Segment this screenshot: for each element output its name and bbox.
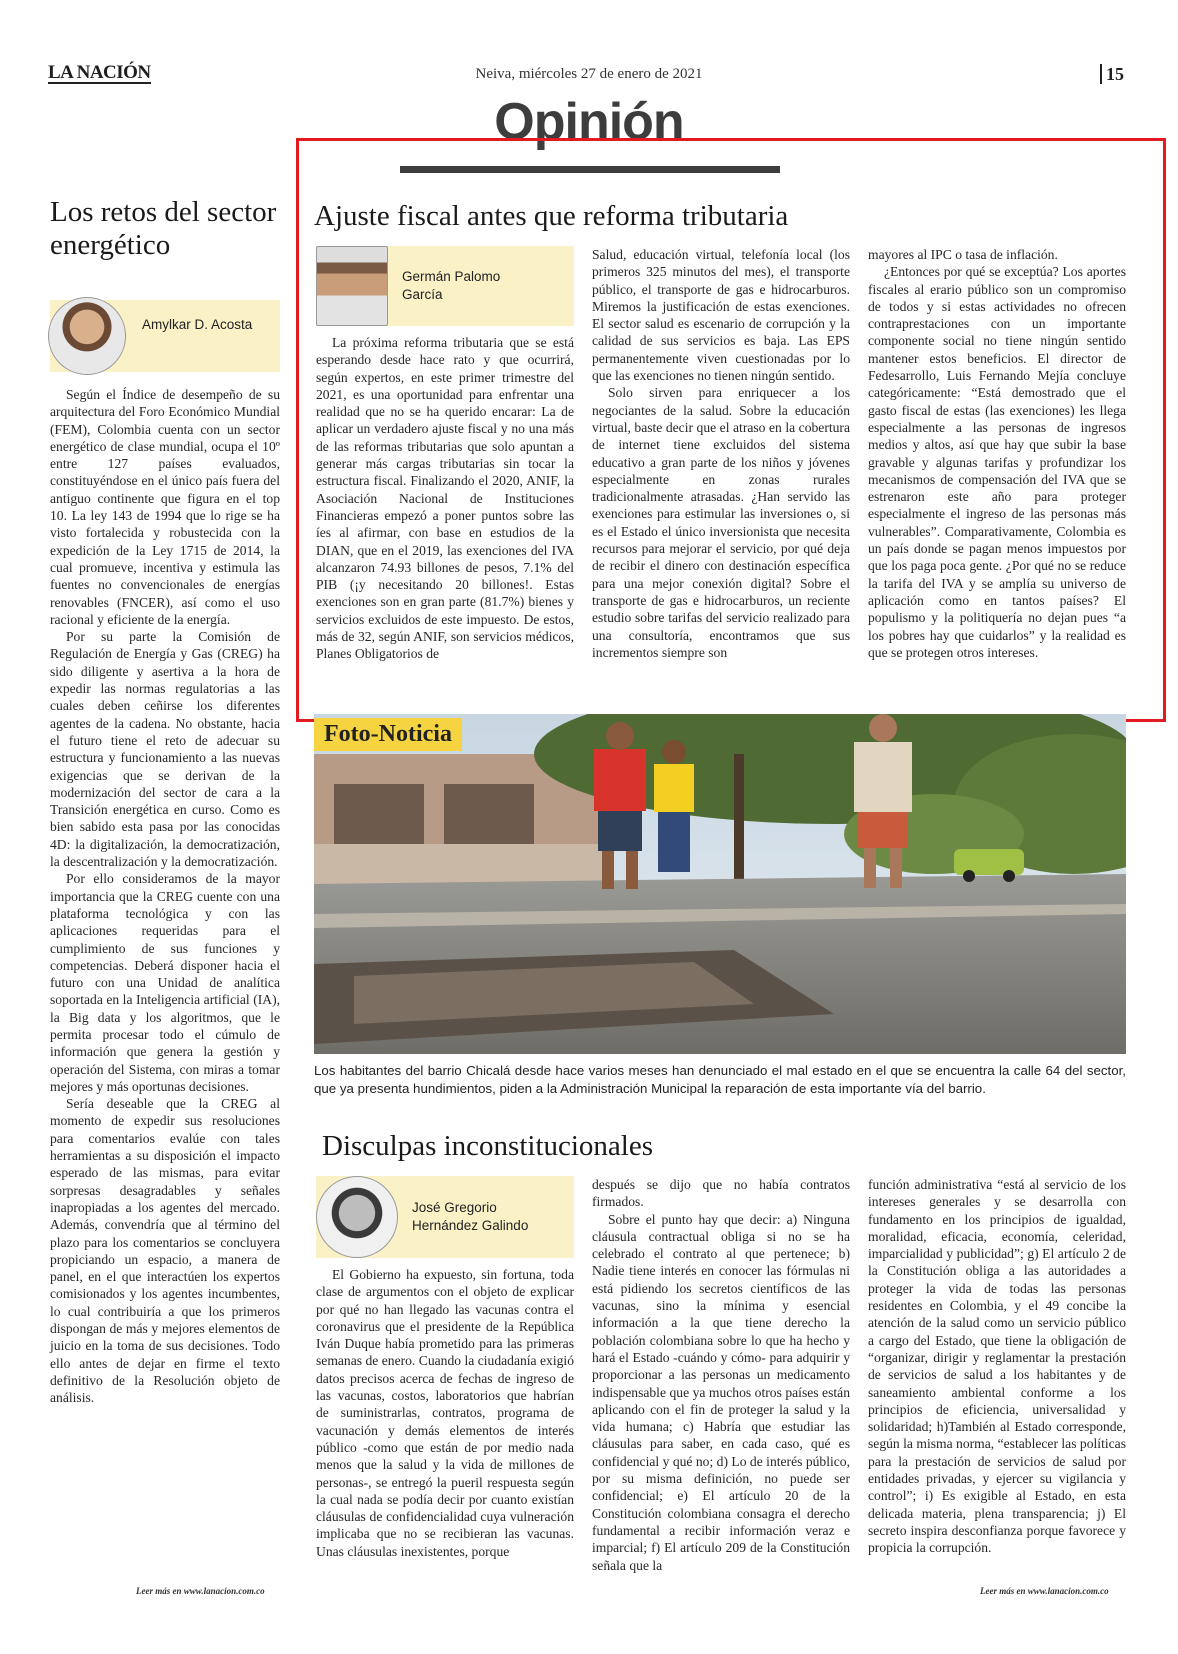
second-article-col-1 [316,1266,574,1560]
author-photo [48,297,126,375]
second-article-col-2 [592,1176,850,1574]
paragraph: Sobre el punto hay que decir: a) Ninguna cláusula contractual obliga si no se ha celebrado el contrato al que pertenece; b) Nadie tiene interés en conocer las fórmulas ni está pidiendo los secretos científicos de las vacunas, sino la mínima y esencial información a la que tiene derecho la población colombiana sobre lo que ha hecho y hará el Estado -cuándo y cómo- para adquirir y proporcionar a las personas un medicamento indispensable que ya muchos otros países están aplicando con el fin de proteger la salud y la vida humana; c) Habría que estudiar las cláusulas para saber, en cada caso, qué es confidencial y qué no; d) Lo de interés público, por su misma definición, no puede ser confidencial; e) El artículo 20 de la Constitución colombiana consagra el derecho fundamental a recibir información veraz e imparcial; f) El artículo 209 de la Constitución señala que la [592,1211,850,1573]
paragraph: Salud, educación virtual, telefonía local (los primeros 325 minutos del mes), el transporte público, el transporte de gas e hidrocarburos. Miremos la justificación de estas exenciones. El sector salud es escenario de corrupción y la calidad de sus servicios es baja. Las EPS permanentemente viven cuestionadas por lo que las exenciones no tienen ningún sentido. [592,247,850,384]
masthead: LA NACIÓN [48,62,151,83]
left-article-body [50,386,280,1407]
foto-noticia-tag: Foto-Noticia [314,718,462,751]
second-article-col-3 [868,1176,1126,1557]
left-read-more: Leer más en www.lanacion.com.co [136,1586,265,1596]
left-author-box [50,300,280,372]
main-article-title: Ajuste fiscal antes que reforma tributaria [314,200,789,232]
paragraph: ¿Entonces por qué se exceptúa? Los aportes fiscales al erario público son un compromiso de todos y si estas actividades no ofrecen contraprestaciones con un importante componente social no tiene ningún sentido mantener estos beneficios. El director de Fedesarrollo, Luis Fernando Mejía concluye categóricamente: “Está demostrado que el gasto fiscal de estas (las exenciones) les llega especialmente a las personas de ingresos medios y altos, así que hay que subir la base gravable y algunas tarifas y profundizar los mecanismos de compensación del IVA que se estrenaron este año para proteger especialmente el ingreso de las personas más vulnerables”. Comparativamente, Colombia es un país donde se pagan menos impuestos por que los paga poca gente. ¿Por qué no se reduce la tarifa del IVA y se amplía su universo de aplicación como en tantos países? El populismo y la politiquería no dejan pues “a los pobres hay que cuidarlos” y la realidad es que se protegen otros intereses. [868,264,1126,660]
main-author-box [316,246,574,326]
author-photo [316,1176,398,1258]
main-article-col-1 [316,334,574,663]
main-article-col-2 [592,246,850,661]
paragraph: Por ello consideramos de la mayor importancia que la CREG cuente con una plataforma tecnológica y con las aplicaciones requeridas para el cumplimiento de sus funciones y competencias. Deberá disponer hacia el futuro con una Unidad de analítica soportada en la Inteligencia artificial (IA), la Big data y los algoritmos, que le permita procesar todo el cúmulo de información que genera la gestión y operación del Sistema, con miras a tomar mejores y más oportunas decisiones. [50,871,280,1094]
photo-caption: Los habitantes del barrio Chicalá desde hace varios meses han denunciado el mal estado en el que se encuentra la calle 64 del sector, que ya presenta hundimientos, piden a la Administración Municipal la reparación de esta importante vía del barrio. [314,1063,1126,1096]
paragraph: función administrativa “está al servicio de los intereses generales y se desarrolla con fundamento en los principios de igualdad, moralidad, eficacia, economía, celeridad, imparcialidad y publicidad”; g) El artículo 2 de la Constitución obliga a las autoridades a proteger la vida de todas las personas residentes en Colombia, y el 49 concibe la atención de la salud como un servicio público a cargo del Estado, que tiene la obligación de “organizar, dirigir y reglamentar la prestación de servicios de salud a los habitantes y de saneamiento ambiental conforme a los principios de eficiencia, universalidad y solidaridad; h)También al Estado corresponde, según la misma norma, “establecer las políticas para la prestación de servicios de salud por entidades privadas, y ejercer su vigilancia y control”; i) Es exigible al Estado, en esta delicada materia, plena transparencia; j) El secreto inspira desconfianza porque favorece y propicia la corrupción. [868,1177,1126,1556]
section-title: Opinión [494,93,684,151]
street-scene-image [314,714,1126,1054]
paragraph: Por su parte la Comisión de Regulación de Energía y Gas (CREG) ha sido diligente y asertiva a la hora de expedir las normas regulatorias a las cuales deben ceñirse los diferentes agentes de la cadena. No obstante, hacia el futuro tiene el reto de adecuar su estructura y funcionamiento a las nuevas exigencias que se derivan de la modernización del sector de cara a la Transición energética en curso. Como es bien sabido esta pasa por las conocidas 4D: la digitalización, la democratización, la descentralización y la democratización. [50,629,280,870]
news-photo [314,714,1126,1054]
paragraph: Solo sirven para enriquecer a los negociantes de la salud. Sobre la educación virtual, baste decir que el atraso en la cobertura de internet tiene excluidos del sistema educativo a gran parte de los niños y jóvenes especialmente en zonas rurales tradicionalmente atrasadas. ¿Han servido las exenciones para estimular las inversiones o, si es el Estado el único inversionista que necesita recursos para mejorar el servicio, por qué deja de recibir el dinero con destinación específica para una mejor conexión digital? Sobre el transporte de gas e hidrocarburos, un reciente estudio sobre tarifas del servicio realizado para una consultoría, encontramos que sus incrementos siempre son [592,385,850,660]
paragraph: Sería deseable que la CREG al momento de expedir sus resoluciones para comentarios evalúe con tales herramientas a su disposición el impacto esperado de las mismas, para evitar sorpresas desagradables y señales inapropiadas a los agentes del mercado. Además, convendría que al término del plazo para los comentarios se concluyera propiciando un espacio, a manera de panel, en el que interactúen los expertos comisionados y los agentes incumbentes, lo cual contribuiría a que los primeros dispongan de más y mejores elementos de juicio en la toma de sus decisiones. Todo ello antes de dejar en firme el texto definitivo de la Resolución objeto de análisis. [50,1096,280,1406]
second-author-box [316,1176,574,1258]
second-read-more: Leer más en www.lanacion.com.co [980,1586,1109,1596]
paragraph: mayores al IPC o tasa de inflación. [868,247,1058,262]
second-author-name: José Gregorio Hernández Galindo [412,1200,529,1233]
author-photo [316,246,388,326]
paragraph: La próxima reforma tributaria que se está esperando desde hace rato y que ocurrirá, según expertos, en este primer trimestre del 2021, es una oportunidad para enfrentar una realidad que no se ha querido encarar: La de aplicar un verdadero ajuste fiscal y no una más de las reformas tributarias que solo apuntan a generar más cargas tributarias sin tocar la estructura fiscal. Finalizando el 2020, ANIF, la Asociación Nacional de Instituciones Financieras empezó a poner puntos sobre las íes al afirmar, con base en estudios de la DIAN, que en el 2019, las exenciones del IVA alcanzaron 74.93 billones de pesos, 7.1% del PIB (¡y necesitando 20 billones!. Estas exenciones son en gran parte (81.7%) bienes y servicios excluidos de este impuesto. De estos, más de 32, según ANIF, son servicios médicos, Planes Obligatorios de [316,335,574,662]
main-author-name: Germán Palomo García [402,269,501,302]
paragraph: Según el Índice de desempeño de su arquitectura del Foro Económico Mundial (FEM), Colombia cuenta con un sector energético de clase mundial, ocupa el 10º entre 127 países evaluados, constituyéndose en el único país fuera del antiguo continente que figura en el top 10. La ley 143 de 1994 que lo rige se ha visto fortalecida y robustecida con la expedición de la Ley 1715 de 2014, la cual promueve, incentiva y estimula las fuentes no convencionales de energías renovables (FNCER), así como el uso racional y eficiente de la energía. [50,387,280,627]
second-article-title: Disculpas inconstitucionales [322,1130,654,1162]
paragraph: El Gobierno ha expuesto, sin fortuna, toda clase de argumentos con el objeto de explicar por qué no han llegado las vacunas contra el coronavirus que el presidente de la República Iván Duque había prometido para las primeras semanas de enero. Cuando la ciudadanía exigió datos precisos acerca de fechas de ingreso de las vacunas, costos, laboratorios que habrían de suministrarlas, contratos, programa de vacunación y demás elementos de interés público -como que están de por medio nada menos que la salud y la vida de millones de personas-, se entregó la pueril respuesta según la cual nada se podía decir por cuanto existían cláusulas de confidencialidad cuya vulneración implicaba que no se recibieran las vacunas. Unas cláusulas inexistentes, porque [316,1267,574,1559]
left-author-name: Amylkar D. Acosta [142,317,253,332]
left-article-title: Los retos del sector energético [50,196,277,261]
page-number: 15 [1100,64,1124,84]
dateline: Neiva, miércoles 27 de enero de 2021 [475,66,703,82]
main-article-col-3 [868,246,1126,661]
paragraph: después se dijo que no había contratos firmados. [592,1177,850,1210]
